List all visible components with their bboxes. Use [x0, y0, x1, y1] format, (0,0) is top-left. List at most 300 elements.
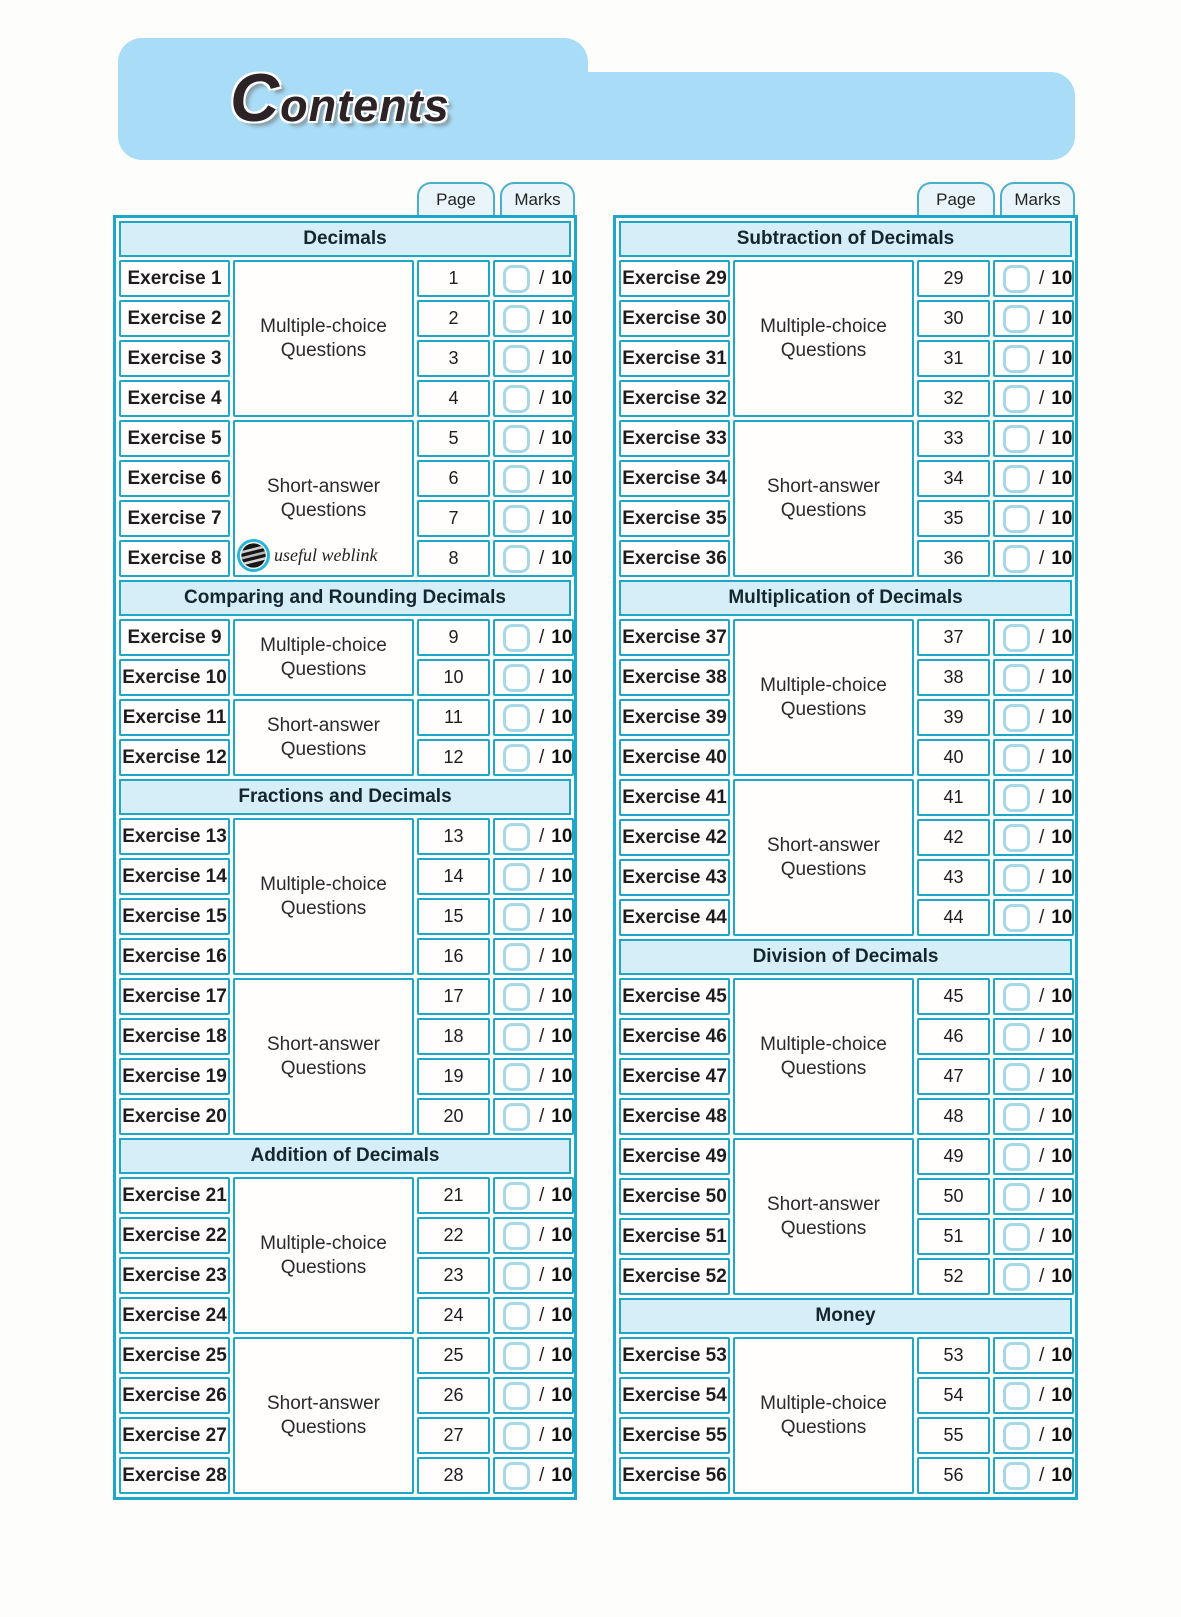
marks-denominator: 10 — [551, 985, 573, 1007]
marks-input-box[interactable] — [1003, 1103, 1030, 1131]
page-number-cell: 12 — [417, 739, 490, 776]
marks-slash: / — [539, 1184, 545, 1206]
marks-slash: / — [539, 307, 545, 329]
marks-input-box[interactable] — [503, 305, 530, 333]
marks-input-box[interactable] — [503, 505, 530, 533]
marks-cell — [493, 460, 574, 497]
exercise-label-cell: Exercise 32 — [619, 380, 730, 417]
marks-cell — [993, 819, 1074, 856]
page-number-cell: 39 — [917, 699, 990, 736]
exercise-group — [619, 260, 1072, 417]
page-number-cell: 13 — [417, 818, 490, 855]
marks-denominator: 10 — [1051, 347, 1073, 369]
marks-denominator: 10 — [551, 267, 573, 289]
marks-tab-header: Marks — [1000, 182, 1075, 222]
exercise-label-cell: Exercise 6 — [119, 460, 230, 497]
contents-table-left — [113, 190, 577, 1500]
marks-cell — [993, 899, 1074, 936]
page-number-cell: 17 — [417, 978, 490, 1015]
marks-input-box[interactable] — [1003, 864, 1030, 892]
page-number-cell: 51 — [917, 1218, 990, 1255]
marks-denominator: 10 — [1051, 387, 1073, 409]
marks-slash: / — [539, 1344, 545, 1366]
marks-slash: / — [1039, 307, 1045, 329]
marks-input-box[interactable] — [1003, 744, 1030, 772]
exercise-group — [119, 420, 571, 577]
marks-input-box[interactable] — [503, 1063, 530, 1091]
marks-denominator: 10 — [1051, 547, 1073, 569]
marks-input-box[interactable] — [503, 704, 530, 732]
page-tab-header: Page — [417, 182, 495, 222]
marks-input-box[interactable] — [1003, 425, 1030, 453]
marks-input-box[interactable] — [503, 1262, 530, 1290]
marks-cell — [493, 619, 574, 656]
page-number-cell: 42 — [917, 819, 990, 856]
exercise-label-cell: Exercise 3 — [119, 340, 230, 377]
marks-cell — [993, 1377, 1074, 1414]
marks-input-box[interactable] — [503, 465, 530, 493]
marks-slash: / — [539, 626, 545, 648]
page-tab-header: Page — [917, 182, 995, 222]
marks-slash: / — [539, 985, 545, 1007]
marks-input-box[interactable] — [503, 1342, 530, 1370]
page-number-cell: 45 — [917, 978, 990, 1015]
marks-slash: / — [1039, 507, 1045, 529]
marks-slash: / — [539, 267, 545, 289]
question-type-cell — [733, 619, 914, 776]
marks-denominator: 10 — [551, 1384, 573, 1406]
marks-cell — [993, 1457, 1074, 1494]
marks-denominator: 10 — [551, 1025, 573, 1047]
marks-cell — [993, 460, 1074, 497]
marks-input-box[interactable] — [1003, 784, 1030, 812]
section-header: Addition of Decimals — [119, 1138, 571, 1174]
exercise-label-cell: Exercise 9 — [119, 619, 230, 656]
marks-denominator: 10 — [551, 945, 573, 967]
marks-cell — [993, 1138, 1074, 1175]
marks-cell — [493, 1018, 574, 1055]
marks-cell — [993, 1417, 1074, 1454]
marks-slash: / — [1039, 985, 1045, 1007]
marks-slash: / — [1039, 427, 1045, 449]
marks-input-box[interactable] — [503, 1023, 530, 1051]
marks-denominator: 10 — [1051, 906, 1073, 928]
marks-slash: / — [1039, 666, 1045, 688]
marks-input-box[interactable] — [503, 1462, 530, 1490]
marks-denominator: 10 — [1051, 746, 1073, 768]
marks-denominator: 10 — [551, 1264, 573, 1286]
marks-input-box[interactable] — [1003, 1223, 1030, 1251]
contents-banner-extension — [500, 72, 1075, 160]
marks-slash: / — [539, 825, 545, 847]
marks-input-box[interactable] — [1003, 983, 1030, 1011]
page-number-cell: 3 — [417, 340, 490, 377]
marks-cell — [993, 1058, 1074, 1095]
exercise-label-cell: Exercise 46 — [619, 1018, 730, 1055]
page-number-cell: 34 — [917, 460, 990, 497]
page-number-cell: 4 — [417, 380, 490, 417]
exercise-label-cell: Exercise 8 — [119, 540, 230, 577]
exercise-label-cell: Exercise 49 — [619, 1138, 730, 1175]
exercise-label-cell: Exercise 42 — [619, 819, 730, 856]
page-number-cell: 46 — [917, 1018, 990, 1055]
marks-slash: / — [539, 666, 545, 688]
marks-denominator: 10 — [1051, 1065, 1073, 1087]
marks-slash: / — [539, 467, 545, 489]
marks-slash: / — [1039, 1225, 1045, 1247]
marks-denominator: 10 — [1051, 427, 1073, 449]
marks-slash: / — [539, 347, 545, 369]
marks-cell — [993, 1018, 1074, 1055]
marks-cell — [993, 420, 1074, 457]
marks-cell — [493, 420, 574, 457]
question-type-label: Multiple-choice Questions — [760, 674, 887, 720]
marks-cell — [493, 1417, 574, 1454]
exercise-group — [619, 1337, 1072, 1494]
page-number-cell: 43 — [917, 859, 990, 896]
question-type-cell — [233, 260, 414, 417]
page-number-cell: 44 — [917, 899, 990, 936]
marks-slash: / — [539, 905, 545, 927]
marks-denominator: 10 — [551, 865, 573, 887]
marks-denominator: 10 — [1051, 1105, 1073, 1127]
page-number-cell: 6 — [417, 460, 490, 497]
marks-denominator: 10 — [551, 467, 573, 489]
marks-input-box[interactable] — [1003, 1143, 1030, 1171]
page-number-cell: 28 — [417, 1457, 490, 1494]
exercise-label-cell: Exercise 22 — [119, 1217, 230, 1254]
marks-denominator: 10 — [1051, 1384, 1073, 1406]
exercise-label-cell: Exercise 31 — [619, 340, 730, 377]
marks-denominator: 10 — [551, 1344, 573, 1366]
question-type-label: Multiple-choice Questions — [760, 315, 887, 361]
marks-denominator: 10 — [1051, 267, 1073, 289]
marks-denominator: 10 — [551, 1105, 573, 1127]
marks-cell — [493, 818, 574, 855]
question-type-label: Multiple-choice Questions — [260, 315, 387, 361]
page-number-cell: 9 — [417, 619, 490, 656]
marks-slash: / — [539, 1025, 545, 1047]
marks-slash: / — [1039, 1424, 1045, 1446]
question-type-label: Multiple-choice Questions — [260, 873, 387, 919]
marks-input-box[interactable] — [503, 624, 530, 652]
marks-denominator: 10 — [551, 905, 573, 927]
marks-slash: / — [539, 1424, 545, 1446]
marks-input-box[interactable] — [1003, 704, 1030, 732]
exercise-label-cell: Exercise 10 — [119, 659, 230, 696]
marks-input-box[interactable] — [503, 744, 530, 772]
marks-cell — [993, 659, 1074, 696]
page-number-cell: 22 — [417, 1217, 490, 1254]
marks-slash: / — [539, 1464, 545, 1486]
marks-cell — [493, 1337, 574, 1374]
marks-denominator: 10 — [551, 347, 573, 369]
exercise-label-cell: Exercise 54 — [619, 1377, 730, 1414]
page-number-cell: 24 — [417, 1297, 490, 1334]
marks-cell — [493, 1377, 574, 1414]
marks-denominator: 10 — [551, 666, 573, 688]
marks-input-box[interactable] — [503, 943, 530, 971]
marks-denominator: 10 — [1051, 985, 1073, 1007]
marks-cell — [993, 619, 1074, 656]
marks-input-box[interactable] — [503, 823, 530, 851]
page-number-cell: 25 — [417, 1337, 490, 1374]
marks-denominator: 10 — [551, 547, 573, 569]
marks-slash: / — [539, 1224, 545, 1246]
page-number-cell: 27 — [417, 1417, 490, 1454]
page-number-cell: 49 — [917, 1138, 990, 1175]
marks-denominator: 10 — [1051, 1344, 1073, 1366]
exercise-label-cell: Exercise 15 — [119, 898, 230, 935]
marks-denominator: 10 — [1051, 626, 1073, 648]
marks-slash: / — [539, 1304, 545, 1326]
page-number-cell: 32 — [917, 380, 990, 417]
marks-slash: / — [539, 547, 545, 569]
page-number-cell: 33 — [917, 420, 990, 457]
marks-input-box[interactable] — [1003, 904, 1030, 932]
marks-input-box[interactable] — [503, 863, 530, 891]
marks-denominator: 10 — [1051, 1225, 1073, 1247]
exercise-label-cell: Exercise 53 — [619, 1337, 730, 1374]
marks-cell — [493, 1297, 574, 1334]
marks-input-box[interactable] — [503, 983, 530, 1011]
page-number-cell: 54 — [917, 1377, 990, 1414]
exercise-label-cell: Exercise 20 — [119, 1098, 230, 1135]
marks-slash: / — [1039, 1464, 1045, 1486]
marks-input-box[interactable] — [1003, 305, 1030, 333]
marks-denominator: 10 — [1051, 866, 1073, 888]
marks-slash: / — [1039, 746, 1045, 768]
marks-input-box[interactable] — [1003, 1462, 1030, 1490]
marks-cell — [493, 300, 574, 337]
exercise-label-cell: Exercise 29 — [619, 260, 730, 297]
marks-denominator: 10 — [551, 1424, 573, 1446]
page-number-cell: 10 — [417, 659, 490, 696]
marks-denominator: 10 — [551, 626, 573, 648]
page-number-cell: 36 — [917, 540, 990, 577]
marks-cell — [993, 779, 1074, 816]
marks-slash: / — [1039, 706, 1045, 728]
page-number-cell: 50 — [917, 1178, 990, 1215]
marks-slash: / — [1039, 1344, 1045, 1366]
page-number-cell: 40 — [917, 739, 990, 776]
exercise-group — [119, 1337, 571, 1494]
exercise-label-cell: Exercise 27 — [119, 1417, 230, 1454]
question-type-cell — [733, 1138, 914, 1295]
page-title-initial: C — [230, 60, 281, 136]
marks-input-box[interactable] — [1003, 1063, 1030, 1091]
page-number-cell: 20 — [417, 1098, 490, 1135]
marks-denominator: 10 — [551, 1304, 573, 1326]
marks-slash: / — [1039, 1185, 1045, 1207]
page-number-cell: 29 — [917, 260, 990, 297]
question-type-cell — [233, 420, 414, 577]
marks-input-box[interactable] — [1003, 505, 1030, 533]
marks-denominator: 10 — [1051, 307, 1073, 329]
exercise-group — [619, 978, 1072, 1135]
exercise-label-cell: Exercise 18 — [119, 1018, 230, 1055]
page-number-cell: 26 — [417, 1377, 490, 1414]
section-header: Multiplication of Decimals — [619, 580, 1072, 616]
marks-slash: / — [1039, 1065, 1045, 1087]
exercise-label-cell: Exercise 45 — [619, 978, 730, 1015]
marks-slash: / — [539, 865, 545, 887]
exercise-label-cell: Exercise 39 — [619, 699, 730, 736]
marks-cell — [493, 1098, 574, 1135]
exercise-label-cell: Exercise 25 — [119, 1337, 230, 1374]
marks-denominator: 10 — [551, 307, 573, 329]
marks-input-box[interactable] — [503, 1182, 530, 1210]
marks-slash: / — [1039, 1105, 1045, 1127]
marks-input-box[interactable] — [1003, 664, 1030, 692]
marks-cell — [493, 540, 574, 577]
marks-slash: / — [539, 427, 545, 449]
marks-slash: / — [539, 1264, 545, 1286]
exercise-label-cell: Exercise 38 — [619, 659, 730, 696]
exercise-label-cell: Exercise 47 — [619, 1058, 730, 1095]
marks-input-box[interactable] — [503, 265, 530, 293]
marks-cell — [493, 260, 574, 297]
marks-input-box[interactable] — [1003, 1263, 1030, 1291]
marks-denominator: 10 — [1051, 507, 1073, 529]
marks-denominator: 10 — [551, 825, 573, 847]
marks-slash: / — [1039, 626, 1045, 648]
exercise-group — [619, 1138, 1072, 1295]
marks-input-box[interactable] — [1003, 265, 1030, 293]
marks-slash: / — [1039, 387, 1045, 409]
marks-denominator: 10 — [551, 1224, 573, 1246]
marks-cell — [493, 1457, 574, 1494]
exercise-label-cell: Exercise 41 — [619, 779, 730, 816]
marks-denominator: 10 — [551, 1464, 573, 1486]
marks-input-box[interactable] — [1003, 1382, 1030, 1410]
exercise-label-cell: Exercise 2 — [119, 300, 230, 337]
marks-cell — [993, 1178, 1074, 1215]
marks-slash: / — [1039, 467, 1045, 489]
marks-cell — [993, 540, 1074, 577]
marks-input-box[interactable] — [503, 425, 530, 453]
marks-cell — [493, 340, 574, 377]
marks-slash: / — [539, 1105, 545, 1127]
marks-cell — [993, 1258, 1074, 1295]
exercise-label-cell: Exercise 56 — [619, 1457, 730, 1494]
exercise-label-cell: Exercise 30 — [619, 300, 730, 337]
table-left-body — [113, 215, 577, 1500]
marks-input-box[interactable] — [503, 1222, 530, 1250]
question-type-label: Short-answer Questions — [267, 714, 380, 760]
exercise-label-cell: Exercise 1 — [119, 260, 230, 297]
question-type-cell — [233, 1337, 414, 1494]
exercise-group — [119, 699, 571, 776]
marks-input-box[interactable] — [503, 1302, 530, 1330]
exercise-label-cell: Exercise 52 — [619, 1258, 730, 1295]
marks-input-box[interactable] — [1003, 385, 1030, 413]
exercise-label-cell: Exercise 4 — [119, 380, 230, 417]
page-number-cell: 5 — [417, 420, 490, 457]
marks-slash: / — [539, 507, 545, 529]
marks-denominator: 10 — [1051, 1185, 1073, 1207]
marks-input-box[interactable] — [1003, 1183, 1030, 1211]
marks-cell — [993, 1218, 1074, 1255]
page-number-cell: 8 — [417, 540, 490, 577]
marks-input-box[interactable] — [503, 1382, 530, 1410]
question-type-label: Short-answer Questions — [767, 834, 880, 880]
page-number-cell: 23 — [417, 1257, 490, 1294]
marks-input-box[interactable] — [1003, 824, 1030, 852]
exercise-label-cell: Exercise 37 — [619, 619, 730, 656]
marks-denominator: 10 — [1051, 1265, 1073, 1287]
marks-tab-header: Marks — [500, 182, 575, 222]
marks-input-box[interactable] — [1003, 345, 1030, 373]
exercise-group — [619, 619, 1072, 776]
marks-input-box[interactable] — [1003, 1422, 1030, 1450]
marks-cell — [493, 380, 574, 417]
marks-input-box[interactable] — [503, 385, 530, 413]
question-type-cell — [233, 978, 414, 1135]
marks-input-box[interactable] — [1003, 1342, 1030, 1370]
section-header: Money — [619, 1298, 1072, 1334]
marks-input-box[interactable] — [1003, 465, 1030, 493]
marks-cell — [493, 699, 574, 736]
marks-cell — [493, 1217, 574, 1254]
exercise-group — [119, 1177, 571, 1334]
exercise-label-cell: Exercise 21 — [119, 1177, 230, 1214]
page-number-cell: 56 — [917, 1457, 990, 1494]
marks-input-box[interactable] — [503, 345, 530, 373]
marks-denominator: 10 — [1051, 786, 1073, 808]
exercise-label-cell: Exercise 48 — [619, 1098, 730, 1135]
marks-slash: / — [1039, 1384, 1045, 1406]
marks-input-box[interactable] — [1003, 1023, 1030, 1051]
page-number-cell: 37 — [917, 619, 990, 656]
marks-input-box[interactable] — [503, 1422, 530, 1450]
marks-cell — [493, 938, 574, 975]
marks-cell — [493, 500, 574, 537]
marks-input-box[interactable] — [503, 664, 530, 692]
marks-denominator: 10 — [551, 387, 573, 409]
marks-slash: / — [1039, 547, 1045, 569]
exercise-label-cell: Exercise 51 — [619, 1218, 730, 1255]
marks-input-box[interactable] — [503, 1103, 530, 1131]
page-title — [230, 60, 450, 136]
exercise-label-cell: Exercise 44 — [619, 899, 730, 936]
marks-slash: / — [1039, 267, 1045, 289]
marks-denominator: 10 — [551, 746, 573, 768]
question-type-label: Short-answer Questions — [767, 475, 880, 521]
useful-weblink[interactable] — [236, 536, 377, 574]
question-type-label: Short-answer Questions — [267, 1392, 380, 1438]
marks-denominator: 10 — [551, 507, 573, 529]
marks-denominator: 10 — [1051, 706, 1073, 728]
page-number-cell: 52 — [917, 1258, 990, 1295]
marks-denominator: 10 — [551, 706, 573, 728]
marks-input-box[interactable] — [1003, 624, 1030, 652]
marks-slash: / — [539, 1065, 545, 1087]
page-number-cell: 14 — [417, 858, 490, 895]
exercise-label-cell: Exercise 33 — [619, 420, 730, 457]
marks-denominator: 10 — [551, 427, 573, 449]
marks-denominator: 10 — [551, 1065, 573, 1087]
exercise-label-cell: Exercise 50 — [619, 1178, 730, 1215]
marks-input-box[interactable] — [1003, 545, 1030, 573]
marks-cell — [993, 699, 1074, 736]
marks-input-box[interactable] — [503, 903, 530, 931]
table-right-body — [613, 215, 1078, 1500]
marks-cell — [993, 1337, 1074, 1374]
exercise-label-cell: Exercise 11 — [119, 699, 230, 736]
marks-input-box[interactable] — [503, 545, 530, 573]
page-number-cell: 19 — [417, 1058, 490, 1095]
